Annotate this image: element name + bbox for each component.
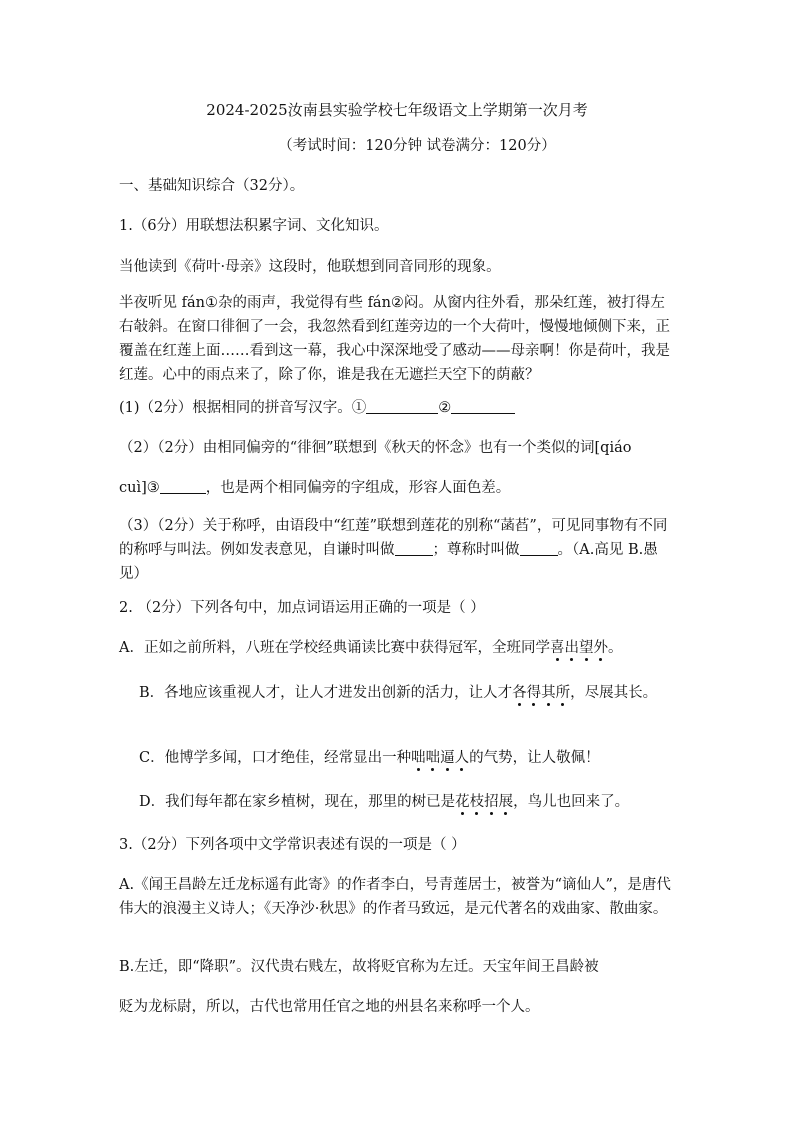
emphasis-char: 得 xyxy=(526,685,542,701)
emphasis-char: 出 xyxy=(564,640,579,656)
blank-2-mark: ② xyxy=(438,400,452,416)
option-c-word xyxy=(411,750,469,766)
emphasis-char: 望 xyxy=(578,640,594,656)
answer-blank-1[interactable] xyxy=(366,397,438,414)
option-b-text: B．各地应该重视人才，让人才进发出创新的活力，让人才 xyxy=(139,685,513,701)
option-c-text: C．他博学多闻，口才绝佳，经常显出一种 xyxy=(139,750,412,766)
emphasis-char: 枝 xyxy=(469,794,485,810)
emphasis-char: 各 xyxy=(512,685,527,701)
question-3-option-b-line-1[interactable]: B.左迁，即“降职”。汉代贵右贱左，故将贬官称为左迁。天宝年间王昌龄被 xyxy=(119,959,599,975)
answer-blank-3[interactable] xyxy=(160,477,206,494)
emphasis-char: 人 xyxy=(454,750,470,766)
question-3-stem: 3.（2分）下列各项中文学常识表述有误的一项是（ ） xyxy=(119,837,466,853)
question-3-option-b-line-2: 贬为龙标尉，所以，古代也常用任官之地的州县名来称呼一个人。 xyxy=(119,999,540,1015)
question-1-intro: 当他读到《荷叶·母亲》这段时，他联想到同音同形的现象。 xyxy=(119,259,501,275)
option-d-text: D．我们每年都在家乡植树，现在，那里的树已是 xyxy=(139,794,456,810)
option-a-text: A．正如之前所料，八班在学校经典诵读比赛中获得冠军，全班同学 xyxy=(119,640,550,656)
question-2-option-a[interactable] xyxy=(119,636,679,660)
sub-3-text-c: 。（A.高见 B.愚见） xyxy=(119,542,658,582)
question-3-option-a[interactable]: A.《闻王昌龄左迁龙标遥有此寄》的作者李白，号青莲居士，被誉为“谪仙人”，是唐代伟大的浪漫主义诗人；《天净沙·秋思》的作者马致远，是元代著名的戏曲家、散曲家。 xyxy=(119,877,671,917)
emphasis-char: 花 xyxy=(455,794,470,810)
blank-1-mark: ① xyxy=(351,400,367,416)
emphasis-char: 咄 xyxy=(411,750,426,766)
sub-1-text: (1)（2分）根据相同的拼音写汉字。 xyxy=(119,400,352,416)
question-2-stem: 2. （2分）下列各句中，加点词语运用正确的一项是（ ） xyxy=(119,600,485,616)
answer-blank-4[interactable] xyxy=(395,539,433,556)
question-2-option-c[interactable] xyxy=(139,746,679,770)
option-d-end: ，鸟儿也回来了。 xyxy=(513,794,630,810)
option-c-end: 的气势，让人敬佩！ xyxy=(469,750,600,766)
emphasis-char: 喜 xyxy=(549,640,565,656)
option-a-end: 。 xyxy=(607,640,623,656)
emphasis-char: 逼 xyxy=(440,750,455,766)
emphasis-char: 咄 xyxy=(425,750,441,766)
question-1-sub-1 xyxy=(119,396,679,420)
option-b-word xyxy=(512,685,570,701)
question-2-option-b[interactable] xyxy=(139,681,679,705)
emphasis-char: 其 xyxy=(541,685,556,701)
question-1-sub-2-line-1: （2）（2分）由相同偏旁的“徘徊”联想到《秋天的怀念》也有一个类似的词[qiáo xyxy=(119,440,632,456)
sub-3-text-b: ；尊称时叫做 xyxy=(432,542,520,558)
option-a-word xyxy=(550,640,608,656)
emphasis-char: 所 xyxy=(555,685,571,701)
page-title: 2024-2025汝南县实验学校七年级语文上学期第一次月考 xyxy=(206,101,588,119)
answer-blank-5[interactable] xyxy=(520,539,558,556)
question-1-sub-3 xyxy=(119,514,679,586)
question-1-stem: 1.（6分）用联想法积累字词、文化知识。 xyxy=(119,218,389,234)
sub-2-text: ，也是两个相同偏旁的字组成，形容人面色差。 xyxy=(205,480,511,496)
question-1-sub-2-line-2 xyxy=(119,476,679,500)
exam-info: （考试时间：120分钟 试卷满分：120分） xyxy=(278,138,556,154)
emphasis-char: 外 xyxy=(593,640,608,656)
sub-3-text-a: （3）（2分）关于称呼，由语段中“红莲”联想到莲花的别称“菡萏”，可见同事物有不同的称呼与叫法。例如发表意见，自谦时叫做 xyxy=(119,518,668,558)
option-b-end: ，尽展其长。 xyxy=(570,685,658,701)
question-1-passage: 半夜听见 fán①杂的雨声，我觉得有些 fán②闷。从窗内往外看，那朵红莲，被打得左右敧斜。在窗口徘徊了一会，我忽然看到红莲旁边的一个大荷叶，慢慢地倾侧下来，正覆盖在红莲上面……看到这一幕，我心中深深地受了感动——母亲啊！你是荷叶，我是红莲。心中的雨点来了，除了你，谁是我在无遮拦天空下的荫蔽？ xyxy=(119,295,670,383)
sub-2-pinyin: cuì]③ xyxy=(119,480,160,496)
answer-blank-2[interactable] xyxy=(451,397,515,414)
option-d-word xyxy=(455,794,513,810)
question-2-option-d[interactable] xyxy=(139,790,679,814)
emphasis-char: 展 xyxy=(498,794,514,810)
section-heading: 一、基础知识综合（32分）。 xyxy=(119,178,305,194)
emphasis-char: 招 xyxy=(484,794,499,810)
